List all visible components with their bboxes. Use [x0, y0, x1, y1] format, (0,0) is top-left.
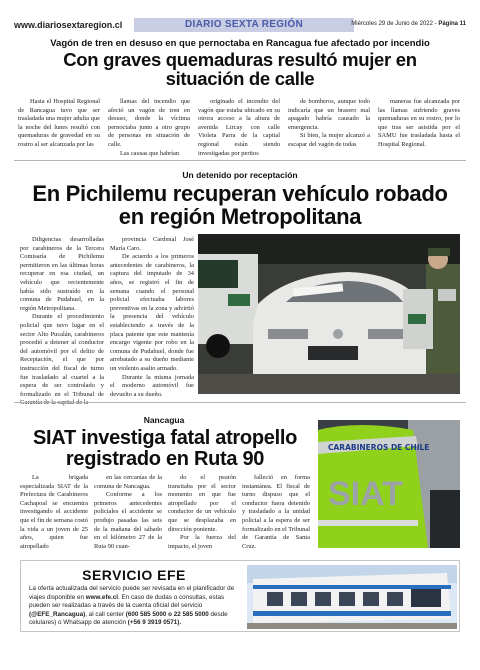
issue-date: Miércoles 29 de Junio de 2022 - Página 11: [351, 21, 466, 27]
article3-col-3: do el peatón transitaba por el sector momento en que fue atropellado por el conductor de un vehículo que se desplazaba en dirección poniente. Por la fuerza del impacto, el joven: [168, 474, 236, 550]
efe-body: La oferta actualizada del servicio puede ser revisada en el planificador de viajes disponible en www.efe.cl. En caso de dudas o consultas, estas pueden ser realizadas a través de la cuenta oficial del servicio (@EFE_Rancagua), al call center (600 585 5000 o 22 585 5000 desde celulares) o Whatsapp de atención (+56 9 3919 0571).: [29, 585, 235, 626]
article1-col-3: originado el incendio del vagón que estaba ubicado en su otrora acceso a la altura de avenida Lircay con calle Violeta Parra de la capital regional están siendo investigadas por peritos: [198, 98, 280, 157]
efe-phone-numbers: (600 585 5000 o 22 585 5000: [125, 610, 209, 618]
article1-col-2: llamas del incendio que afectó un vagón de tren en desuso, donde la víctima pernoctaba junto a otro grupo de personas en situación de calle. Las causas que habrían: [108, 98, 190, 157]
article3-col-2: en las cercanías de la comuna de Nancagua. Conforme a los primeros antecedentes policiales el accidente se produjo pasadas las seis de la mañana del sábado en el kilómetro 27 de la Ruta 90 cuan-: [94, 474, 162, 550]
car-photo-illustration: [198, 234, 460, 394]
efe-advertisement: [20, 560, 460, 632]
train-illustration: [247, 565, 457, 629]
article3-col-4: falleció en forma instantánea. El fiscal de turno dispuso que el conductor fuera detenido y trasladado a la unidad policial a la espera de ser formalizado en el Tribunal de Garantía de Santa Cruz.: [242, 474, 310, 550]
article1-kicker: Vagón de tren en desuso en que pernoctaba en Rancagua fue afectado por incendio: [50, 38, 430, 49]
article2-photo: [198, 234, 460, 394]
article2-col-1: Diligencias desarrolladas por carabineros de la Tercera Comisaría de Pichilemu permitieron en las últimas horas recuperar en esa ciudad, un vehículo que recientemente había sido sustraído en la comuna de Pudahuel, en la región Metropolitana. Durante el procedimiento policial que tuvo lugar en el sector Alto Pucalán, carabineros procedió a detener al conductor del automóvil por el delito de Receptación, el que por instrucción del fiscal de turno fue trasladado al cuartel a la espera de ser controlado y formalizado en el Tribunal de: [20, 236, 104, 398]
article3-photo: [318, 420, 460, 548]
vest-label: CARABINEROS DE CHILE: [328, 443, 430, 452]
article2-kicker: Un detenido por receptación: [182, 170, 298, 180]
efe-title: SERVICIO EFE: [82, 567, 186, 583]
page-header: [14, 18, 466, 34]
article1-col-5: maneras fue alcanzada por las llamas sufriendo graves quemaduras en su rostro, por lo que tras ser asistida por el SAMU fue trasladada hasta el Hospital Regional.: [378, 98, 460, 148]
article1-col-4: de bomberos, aunque todo indicaría que un brasero mal apagado habría causado la emergencia. Si bien, la mujer alcanzó a escapar del vagón de todas: [288, 98, 370, 148]
article2-headline: En Pichilemu recuperan vehículo robado en región Metropolitana: [32, 181, 448, 230]
efe-train-photo: [247, 565, 457, 629]
masthead: DIARIO SEXTA REGIÓN: [134, 18, 354, 32]
article3-body: [20, 474, 310, 550]
article2-col-2: provincia Cardenal José María Caro. De acuerdo a los primeros antecedentes de carabineros, la captura del imputado de 34 años, se registró el fin de semana cuando el personal policial efectuaba labores preventivas en la zona y advirtió la presencia del vehículo estableciendo a través de la placa patente que este mantenía encargo vigente por robo en la comuna de Pudahuel, donde fue arrebatado a su dueño mediante un violento asalto armado. Durante la misma jornada el moderno automóvil fue devuelto a su dueño.: [110, 236, 194, 398]
article1-col-1: Hasta el Hospital Regional de Rancagua tuvo que ser trasladada una mujer adulta que la noche del lunes resultó con quemaduras de gravedad en su rostro al ser alcanzada por las: [18, 98, 100, 148]
article3-headline: SIAT investiga fatal atropello registrado en Ruta 90: [32, 427, 298, 470]
article1-body: [18, 98, 462, 157]
vest-siat-text: SIAT: [328, 475, 403, 513]
article3-col-1: La brigada especializada SIAT de la Prefectura de Carabineros Cachapoal se encuentra investigando el accidente que el fin de semana costó la vida a un joven de 25 años, quien fue atropellado: [20, 474, 88, 550]
article1-headline: Con graves quemaduras resultó mujer en situación de calle: [63, 49, 417, 90]
site-url[interactable]: www.diariosextaregion.cl: [14, 20, 123, 30]
article3-kicker: Nancagua: [143, 415, 185, 425]
efe-twitter-handle[interactable]: (@EFE_Rancagua): [29, 610, 86, 618]
efe-website-link[interactable]: www.efe.cl: [85, 593, 119, 601]
section-divider: [14, 402, 466, 403]
article2-body: [20, 236, 195, 396]
page-number: Página 11: [438, 21, 466, 27]
siat-vest-illustration: [318, 420, 460, 548]
efe-whatsapp: (+56 9 3919 0571).: [127, 619, 182, 626]
section-divider: [14, 160, 466, 161]
